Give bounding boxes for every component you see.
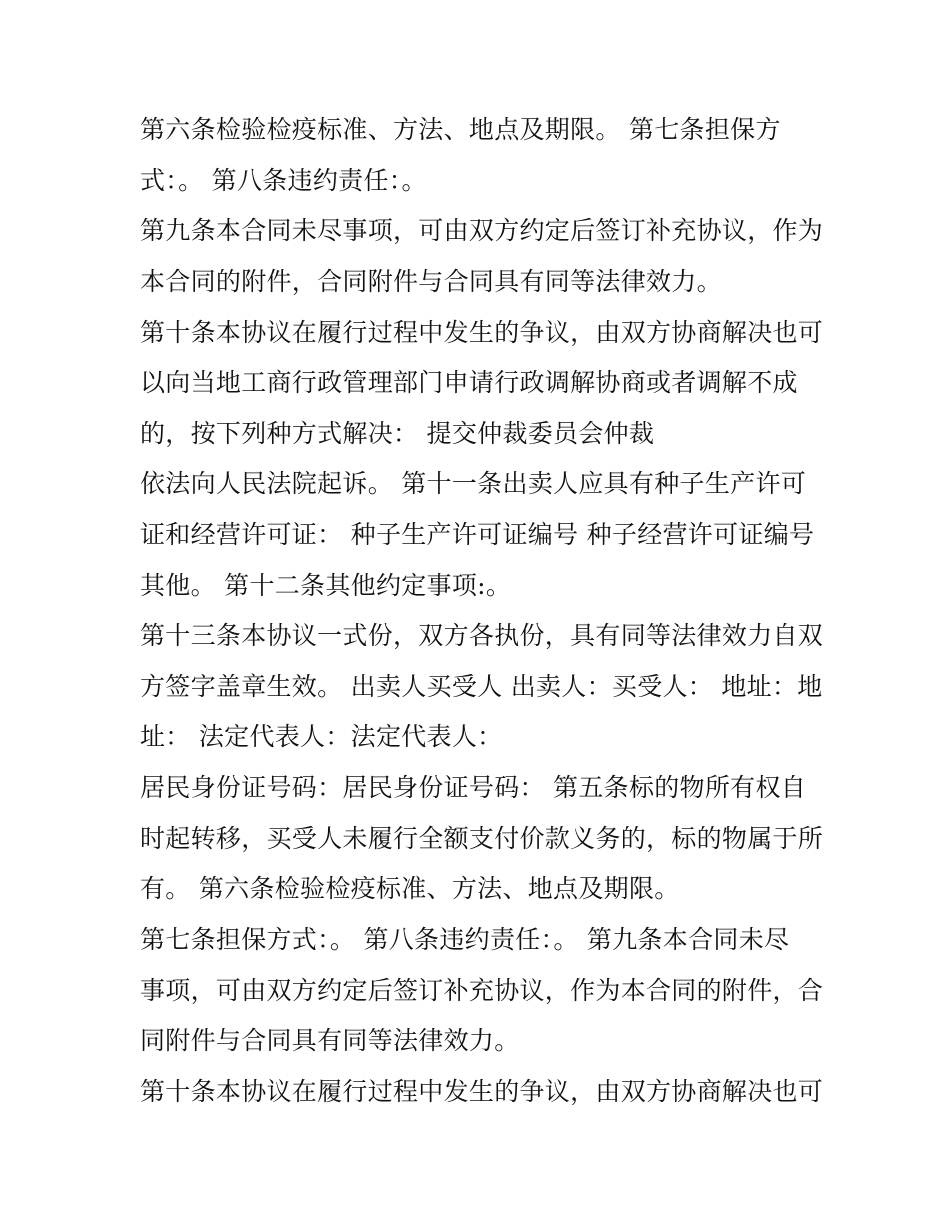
text-line-9: 证和经营许可证： 种子生产许可证编号 种子经营许可证编号 bbox=[140, 520, 815, 549]
text-line-7: 的，按下列种方式解决： 提交仲裁委员会仲裁 bbox=[140, 419, 655, 448]
text-line-11: 第十三条本协议一式份，双方各执份，具有同等法律效力自双 bbox=[140, 621, 824, 650]
text-line-13: 址： 法定代表人：法定代表人： bbox=[140, 722, 503, 751]
text-line-16: 有。 第六条检验检疫标准、方法、地点及期限。 bbox=[140, 874, 680, 903]
text-line-4: 本合同的附件，合同附件与合同具有同等法律效力。 bbox=[140, 267, 722, 296]
text-line-3: 第九条本合同未尽事项，可由双方约定后签订补充协议，作为 bbox=[140, 216, 824, 245]
text-line-5: 第十条本协议在履行过程中发生的争议，由双方协商解决也可 bbox=[140, 318, 824, 347]
text-line-20: 第十条本协议在履行过程中发生的争议，由双方协商解决也可 bbox=[140, 1077, 824, 1106]
text-line-14: 居民身份证号码：居民身份证号码： 第五条标的物所有权自 bbox=[140, 773, 807, 802]
text-line-6: 以向当地工商行政管理部门申请行政调解协商或者调解不成 bbox=[140, 368, 798, 397]
text-line-10: 其他。 第十二条其他约定事项:。 bbox=[140, 571, 512, 600]
text-line-17: 第七条担保方式：。 第八条违约责任：。 第九条本合同未尽 bbox=[140, 925, 790, 954]
text-line-8: 依法向人民法院起诉。 第十一条出卖人应具有种子生产许可 bbox=[140, 469, 807, 498]
text-line-15: 时起转移，买受人未履行全额支付价款义务的，标的物属于所 bbox=[140, 824, 824, 853]
text-line-2: 式：。 第八条违约责任：。 bbox=[140, 166, 427, 195]
text-line-1: 第六条检验检疫标准、方法、地点及期限。 第七条担保方 bbox=[140, 115, 781, 144]
text-line-18: 事项，可由双方约定后签订补充协议，作为本合同的附件，合 bbox=[140, 976, 824, 1005]
text-line-19: 同附件与合同具有同等法律效力。 bbox=[140, 1026, 520, 1055]
text-line-12: 方签字盖章生效。 出卖人买受人 出卖人：买受人： 地址：地 bbox=[140, 672, 823, 701]
